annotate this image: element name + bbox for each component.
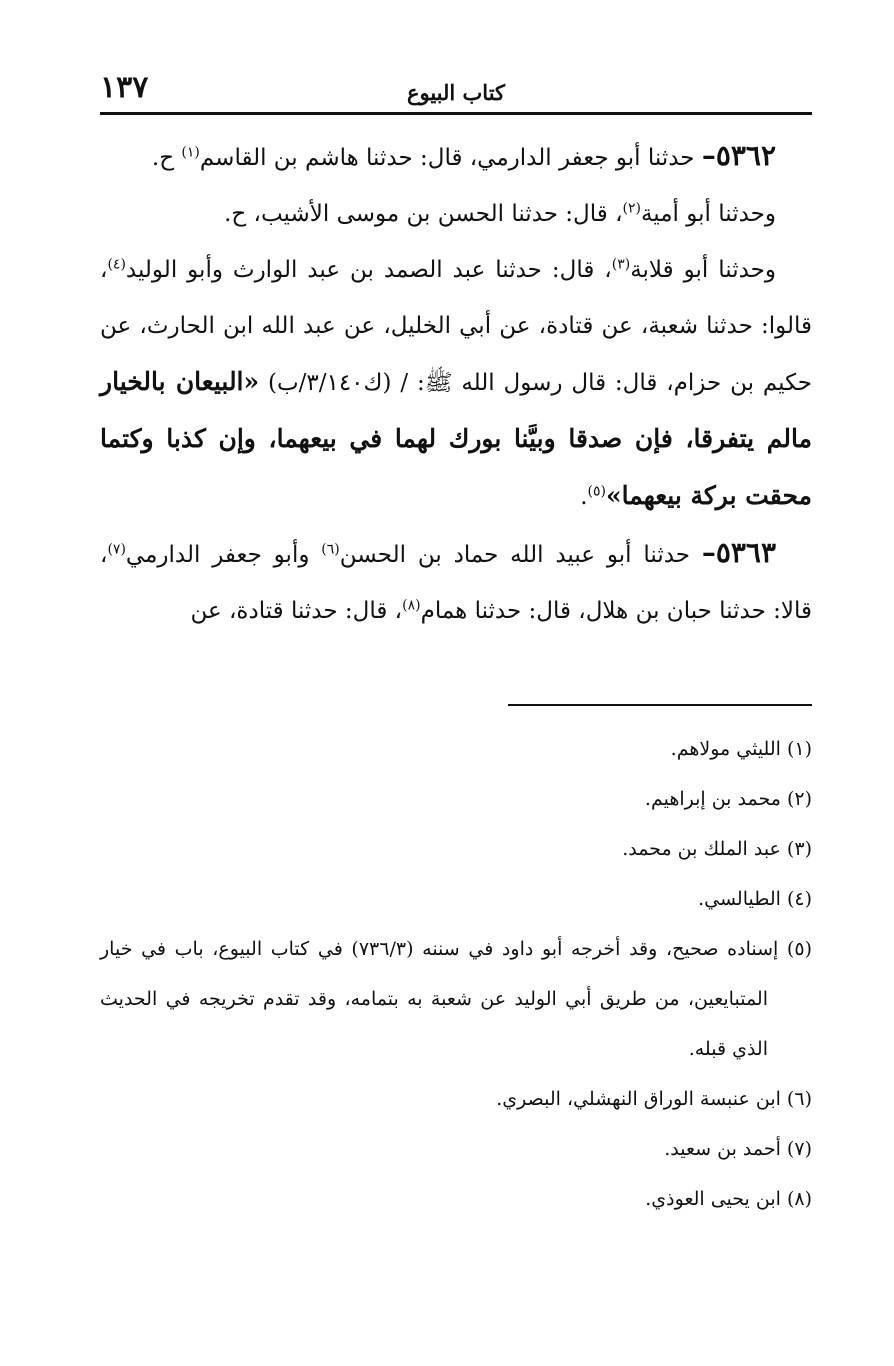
hadith-matn: «البيعان بالخيار مالم يتفرقا، فإن صدقا وبيَّنا بورك لهما في بيعهما، وإن كذبا وكتما محقت بركة بيعهما» (100, 367, 812, 510)
footnote-ref: (٥) (587, 483, 607, 500)
hadith-number: ٥٣٦٢– (701, 139, 776, 172)
chapter-title: كتاب البيوع (406, 80, 506, 105)
text-segment: حدثنا أبو عبيد الله حماد بن الحسن (339, 542, 702, 568)
page-number: ١٣٧ (100, 70, 149, 105)
footnote-ref: (٦) (321, 541, 340, 558)
footnote-2: (٢) محمد بن إبراهيم. (644, 788, 812, 810)
footnote-ref: (٣) (611, 256, 631, 273)
text-segment: ، قال: حدثنا الحسن بن موسى الأشيب، ح. (224, 201, 623, 227)
main-text (100, 128, 812, 639)
hadith-5362-line2 (100, 186, 812, 242)
text-segment: وحدثنا أبو أمية (640, 201, 776, 227)
footnote-8: (٨) ابن يحيى العوذي. (645, 1188, 812, 1210)
footnote-4: (٤) الطيالسي. (698, 888, 812, 910)
footnote-7: (٧) أحمد بن سعيد. (664, 1138, 812, 1160)
footnote-divider (508, 704, 812, 706)
page-header (100, 68, 812, 116)
footnote-ref: (٢) (622, 200, 641, 217)
footnote-ref: (٤) (107, 256, 126, 273)
hadith-5363 (100, 525, 812, 639)
text-segment: ح. (151, 145, 182, 171)
text-segment: حدثنا أبو جعفر الدارمي، قال: حدثنا هاشم بن القاسم (199, 145, 702, 171)
text-segment: . (580, 484, 588, 510)
footnote-ref: (٨) (402, 597, 421, 614)
text-segment: ، قال: حدثنا عبد الصمد بن عبد الوارث وأبو الوليد (125, 257, 612, 283)
footnotes (100, 724, 812, 1224)
hadith-number: ٥٣٦٣– (701, 536, 776, 569)
footnote-ref: (٧) (107, 541, 126, 558)
text-segment: ، قالا: حدثنا حبان بن هلال، قال: حدثنا همام (100, 542, 812, 624)
text-segment: ، قال: حدثنا قتادة، عن (190, 598, 403, 624)
header-rule (100, 112, 812, 115)
text-segment: وأبو جعفر الدارمي (125, 542, 322, 568)
footnote-5: (٥) إسناده صحيح، وقد أخرجه أبو داود في سننه (٧٣٦/٣) في كتاب البيوع، باب في خيار المتبايعين، من طريق أبي الوليد عن شعبة به بتمامه، وقد تقدم تخريجه في الحديث الذي قبله. (100, 938, 812, 1060)
footnote-3: (٣) عبد الملك بن محمد. (622, 838, 812, 860)
footnote-ref: (١) (181, 144, 200, 161)
footnote-1: (١) الليثي مولاهم. (670, 738, 812, 760)
hadith-5362-isnad (100, 242, 812, 525)
footnote-6: (٦) ابن عنبسة الوراق النهشلي، البصري. (496, 1088, 812, 1110)
hadith-5362-line1 (100, 128, 812, 186)
text-segment: وحدثنا أبو قلابة (630, 257, 776, 283)
text-segment: ، قالوا: حدثنا شعبة، عن قتادة، عن أبي الخليل، عن عبد الله ابن الحارث، عن حكيم بن حزام، قال: قال رسول الله ﷺ: / (ك٣/١٤٠/ب) (100, 257, 812, 396)
